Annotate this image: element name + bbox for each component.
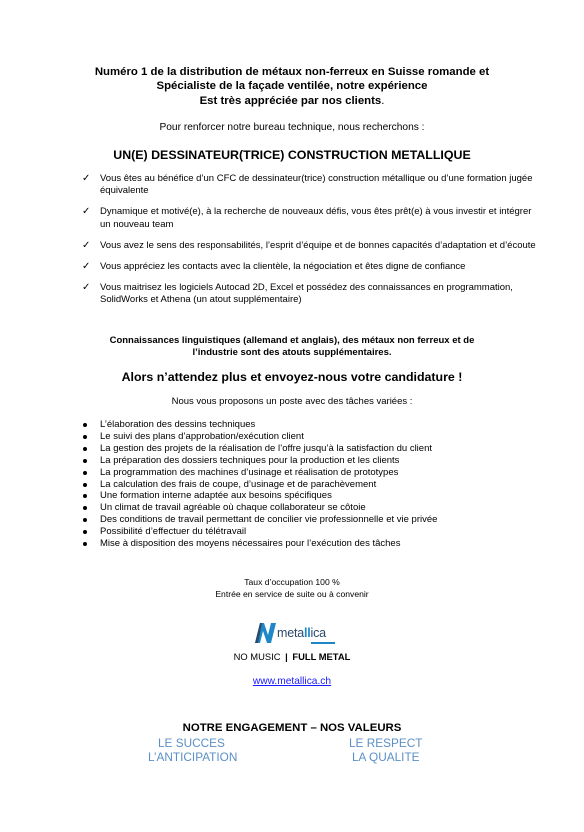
bullet-icon — [83, 494, 87, 498]
call-to-action: Alors n’attendez plus et envoyez-nous votre candidature ! — [121, 370, 463, 384]
slogan — [40, 651, 544, 662]
requirement-text: Vous avez le sens des responsabilités, l’esprit d’équipe et de bonnes capacités d’adaptation et d’écoute — [100, 239, 536, 251]
requirement-item — [82, 282, 542, 306]
value-success: LE SUCCES — [158, 736, 225, 750]
company-logo — [253, 620, 343, 646]
value-anticipation: L’ANTICIPATION — [148, 750, 238, 764]
requirement-text: Vous maitrisez les logiciels Autocad 2D, Excel et possédez des connaissances en programmation, SolidWorks et Athena (un atout supplémentaire) — [100, 282, 513, 306]
website-link[interactable]: www.metallica.ch — [252, 676, 332, 687]
task-item — [82, 490, 542, 502]
checkmark-icon: ✓ — [82, 206, 91, 218]
bullet-icon — [83, 435, 87, 439]
requirement-text: Vous êtes au bénéfice d’un CFC de dessinateur(trice) construction métallique ou d’une formation jugée équivalente — [100, 173, 533, 197]
intro-line-2: Spécialiste de la façade ventilée, notre expérience — [156, 80, 428, 93]
task-text: L’élaboration des dessins techniques — [100, 419, 256, 430]
occupancy-rate: Taux d’occupation 100 % — [244, 577, 340, 587]
language-line-1: Connaissances linguistiques (allemand et anglais), des métaux non ferreux et de — [109, 335, 475, 346]
intro-line-3-text: Est très appréciée par nos clients — [199, 94, 382, 107]
task-item — [82, 526, 542, 538]
bullet-icon — [83, 483, 87, 487]
commitment-title: NOTRE ENGAGEMENT – NOS VALEURS — [182, 722, 402, 734]
bullet-icon — [83, 447, 87, 451]
checkmark-icon: ✓ — [82, 239, 91, 251]
logo-text-b: ll — [304, 626, 311, 640]
task-text: La programmation des machines d’usinage et réalisation de prototypes — [100, 466, 399, 478]
slogan-right: FULL METAL — [292, 651, 351, 662]
requirement-item — [82, 261, 542, 273]
requirement-item — [82, 240, 542, 252]
slogan-left: NO MUSIC — [233, 651, 281, 662]
bullet-icon — [83, 423, 87, 427]
bullet-icon — [83, 506, 87, 510]
occupancy-info — [40, 577, 544, 600]
intro-line-3-end: . — [381, 94, 385, 107]
bullet-icon — [83, 471, 87, 475]
requirement-text: Vous appréciez les contacts avec la clientèle, la négociation et êtes digne de confiance — [100, 261, 466, 273]
requirements-list — [82, 173, 542, 316]
task-item — [82, 502, 542, 514]
task-text: Le suivi des plans d’approbation/exécution client — [100, 430, 304, 442]
task-text: Un climat de travail agréable où chaque collaborateur se côtoie — [100, 502, 366, 514]
tasks-list — [82, 419, 542, 550]
task-item — [82, 479, 542, 491]
task-item — [82, 431, 542, 443]
slogan-separator: | — [285, 651, 288, 662]
requirement-item — [82, 206, 542, 230]
bullet-icon — [83, 530, 87, 534]
logo-mark-icon — [253, 622, 277, 644]
bullet-icon — [83, 518, 87, 522]
logo-text-c: ica — [310, 626, 326, 640]
task-item — [82, 467, 542, 479]
bullet-icon — [83, 542, 87, 546]
task-item — [82, 419, 542, 431]
company-intro — [40, 65, 544, 108]
language-skills — [40, 335, 544, 359]
task-text: La préparation des dossiers techniques pour la production et les clients — [100, 454, 400, 466]
checkmark-icon: ✓ — [82, 261, 91, 273]
task-item — [82, 455, 542, 467]
task-text: Possibilité d’effectuer du télétravail — [100, 526, 247, 538]
checkmark-icon: ✓ — [82, 173, 91, 184]
start-date: Entrée en service de suite ou à convenir — [215, 588, 369, 599]
task-item — [82, 443, 542, 455]
language-line-2: l’industrie sont des atouts supplémentaires. — [192, 347, 392, 359]
job-title: UN(E) DESSINATEUR(TRICE) CONSTRUCTION METALLIQUE — [113, 148, 471, 162]
recruiting-lead: Pour renforcer notre bureau technique, nous recherchons : — [159, 122, 425, 133]
requirement-item — [82, 173, 542, 197]
offer-lead: Nous vous proposons un poste avec des tâches variées : — [171, 396, 413, 407]
task-text: Mise à disposition des moyens nécessaires pour l’exécution des tâches — [100, 538, 401, 550]
requirement-text: Dynamique et motivé(e), à la recherche de nouveaux défis, vous êtes prêt(e) à vous investir et intégrer un nouveau team — [100, 206, 532, 230]
task-item — [82, 514, 542, 526]
task-text: Des conditions de travail permettant de concilier vie professionnelle et vie privée — [100, 514, 438, 526]
intro-line-1: Numéro 1 de la distribution de métaux non-ferreux en Suisse romande et — [94, 66, 490, 78]
logo-underline — [311, 642, 335, 644]
task-text: Une formation interne adaptée aux besoins spécifiques — [100, 490, 332, 502]
intro-line-3 — [40, 94, 544, 108]
bullet-icon — [83, 459, 87, 463]
checkmark-icon: ✓ — [82, 282, 91, 294]
task-item — [82, 538, 542, 550]
task-text: La gestion des projets de la réalisation de l’offre jusqu’à la satisfaction du client — [100, 442, 432, 454]
logo-wordmark — [277, 626, 326, 640]
website-row — [40, 676, 544, 687]
logo-text-a: meta — [277, 626, 304, 640]
value-respect: LE RESPECT — [349, 736, 423, 750]
value-quality: LA QUALITE — [352, 750, 420, 764]
task-text: La calculation des frais de coupe, d’usinage et de parachèvement — [100, 478, 377, 490]
